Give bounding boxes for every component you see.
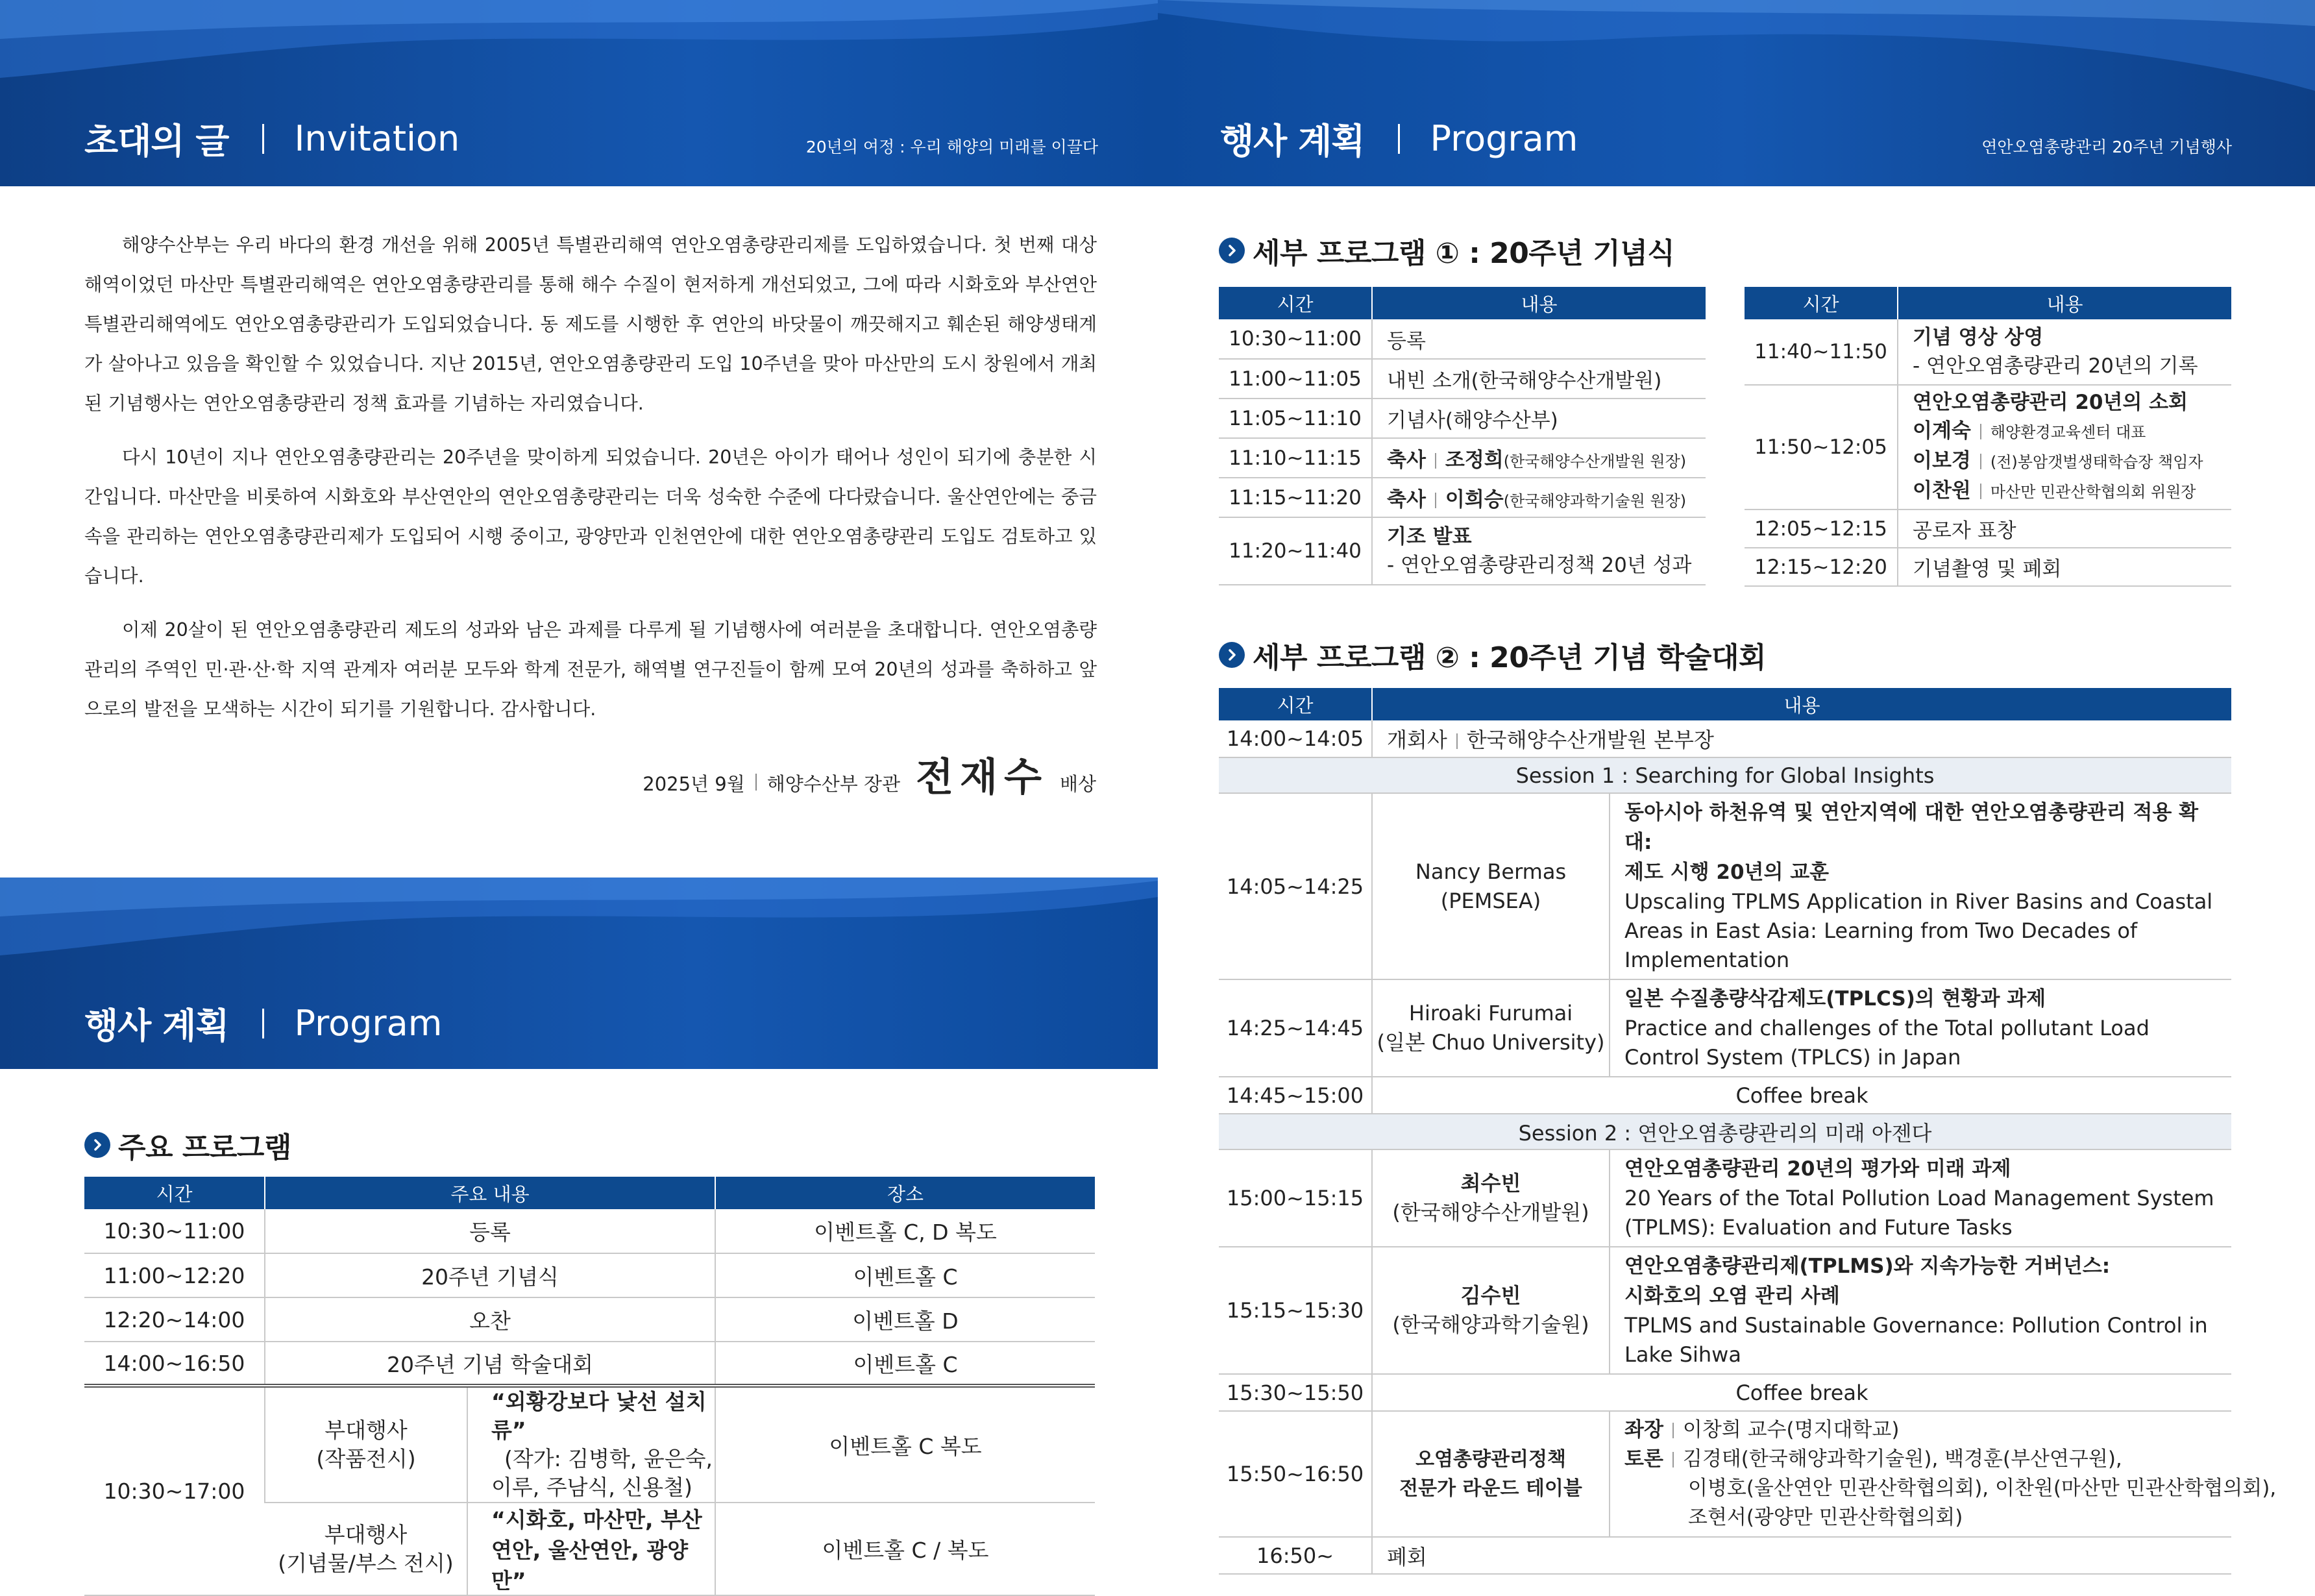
row-time: 11:50~12:05	[1745, 385, 1898, 509]
row-content	[1372, 517, 1706, 585]
roundtable-title-2: 전문가 라운드 테이블	[1399, 1477, 1582, 1500]
speech-label: 축사	[1387, 448, 1426, 472]
speaker-cell	[1372, 1411, 1610, 1537]
side-event-content	[467, 1386, 715, 1503]
separator	[1435, 493, 1436, 508]
side-event-place: 이벤트홀 C / 복도	[715, 1503, 1095, 1595]
row-time: 15:50~16:50	[1219, 1411, 1372, 1537]
keynote-title: 기조 발표	[1387, 525, 1472, 548]
talk-title-ko: 연안오염총량관리 20년의 평가와 미래 과제	[1624, 1157, 2011, 1181]
invitation-subtitle: 20년의 여정 : 우리 해양의 미래를 이끌다	[805, 138, 1098, 156]
program-right-title	[1220, 114, 1578, 164]
table-row	[1219, 438, 1706, 478]
header-content: 내용	[1898, 287, 2231, 319]
speaker-cell	[1372, 1149, 1610, 1247]
talk-title-ko-2: 시화호의 오염 관리 사례	[1624, 1284, 1840, 1308]
table-row	[1219, 517, 1706, 585]
row-time: 14:05~14:25	[1219, 793, 1372, 979]
row-time: 15:00~15:15	[1219, 1149, 1372, 1247]
header-content: 주요 내용	[265, 1177, 715, 1209]
title-divider	[1398, 124, 1400, 154]
speaker-cell	[1372, 979, 1610, 1077]
side-event-place: 이벤트홀 C 복도	[715, 1386, 1095, 1503]
talk-title-ko: 연안오염총량관리제(TPLMS)와 지속가능한 거버넌스:	[1624, 1255, 2111, 1278]
ceremony-table-right	[1745, 287, 2231, 587]
side-event-type-label: 부대행사	[324, 1521, 408, 1547]
roundtable-cell	[1610, 1411, 2277, 1537]
table-header-row	[84, 1177, 1095, 1209]
opening-label: 개회사	[1387, 728, 1447, 752]
table-row	[84, 1297, 1095, 1342]
side-event-type	[265, 1386, 467, 1503]
table-row	[1219, 359, 1706, 399]
row-content	[1372, 438, 1706, 478]
row-content: 기념사(해양수산부)	[1372, 399, 1706, 438]
program-left-title	[84, 998, 442, 1048]
main-program-table	[84, 1177, 1095, 1596]
table-row	[1219, 319, 1706, 359]
table-row	[1219, 793, 2231, 979]
table-row	[1219, 1149, 2231, 1247]
row-time: 10:30~11:00	[84, 1209, 265, 1253]
main-program-heading-text: 주요 프로그램	[118, 1131, 291, 1164]
table-row	[84, 1209, 1095, 1253]
separator	[1672, 1423, 1674, 1438]
speaker-name: 조정희	[1445, 448, 1504, 472]
table-row	[1745, 385, 2231, 509]
side-event-title: “외황강보다 낯선 설치류”	[491, 1389, 707, 1443]
row-content: 등록	[1372, 319, 1706, 359]
detail-program-1-heading-text: 세부 프로그램 ① : 20주년 기념식	[1253, 237, 1675, 270]
separator	[1980, 454, 1981, 469]
header-content: 내용	[1372, 688, 2231, 720]
chair-name: 이창희 교수(명지대학교)	[1682, 1418, 1900, 1442]
program-left-title-ko: 행사 계획	[84, 1005, 229, 1046]
header-content: 내용	[1372, 287, 1706, 319]
video-sub: - 연안오염총량관리 20년의 기록	[1913, 354, 2198, 378]
talk-title-en: TPLMS and Sustainable Governance: Pollution Control in Lake Sihwa	[1624, 1313, 2208, 1367]
table-row	[1219, 1077, 2231, 1114]
talk-cell	[1610, 979, 2231, 1077]
row-time: 11:20~11:40	[1219, 517, 1372, 585]
row-time: 14:00~14:05	[1219, 720, 1372, 757]
talk-title-ko: 동아시아 하천유역 및 연안지역에 대한 연안오염총량관리 적용 확대:	[1624, 801, 2199, 854]
side-event-sub: (작가: 김병학, 윤은숙, 이루, 주남식, 신용철)	[491, 1446, 713, 1500]
row-time: 11:00~11:05	[1219, 359, 1372, 399]
separator	[1672, 1452, 1674, 1467]
main-program-heading	[84, 1124, 291, 1166]
side-event-type-detail: (작품전시)	[316, 1446, 416, 1471]
row-time: 11:10~11:15	[1219, 438, 1372, 478]
invitation-body	[84, 225, 1097, 743]
invitation-paragraph-3: 이제 20살이 된 연안오염총량관리 제도의 성과와 남은 과제를 다루게 될 기념행사에 여러분을 초대합니다. 연안오염총량관리의 주역인 민·관·산·학 지역 관계자 여러분 모두와 학계 전문가, 해역별 연구진들이 함께 모여 20년의 성과를 축하하고 앞으로의 발전을 모색하는 시간이 되기를 기원합니다. 감사합니다.	[84, 619, 1097, 720]
speaker-cell	[1372, 793, 1610, 979]
row-time: 15:30~15:50	[1219, 1374, 1372, 1411]
signature-line	[643, 746, 1096, 802]
side-event-time: 10:30~17:00	[84, 1386, 265, 1595]
chevron-right-icon	[84, 1132, 110, 1158]
row-content	[1898, 319, 2231, 385]
panel-line-1: 김경태(한국해양과학기술원), 백경훈(부산연구원),	[1682, 1447, 2122, 1471]
talk-cell	[1610, 1149, 2231, 1247]
row-time: 15:15~15:30	[1219, 1247, 1372, 1374]
speaker-name: 김수빈	[1460, 1283, 1521, 1308]
talk-title-ko: 일본 수질총량삭감제도(TPLCS)의 현황과 과제	[1624, 987, 2046, 1011]
row-time: 11:00~12:20	[84, 1253, 265, 1297]
program-right-title-ko: 행사 계획	[1220, 121, 1365, 162]
table-row	[1219, 478, 1706, 517]
row-content: 내빈 소개(한국해양수산개발원)	[1372, 359, 1706, 399]
person-name: 이찬원	[1913, 479, 1971, 502]
chevron-right-icon	[1219, 238, 1245, 264]
table-row	[1745, 509, 2231, 548]
person-name: 이계숙	[1913, 419, 1971, 443]
table-row	[1219, 1537, 2231, 1574]
row-content	[1372, 478, 1706, 517]
table-header-row	[1219, 688, 2231, 720]
table-row	[84, 1386, 1095, 1503]
program-left-title-en: Program	[294, 1003, 443, 1044]
row-content: 오찬	[265, 1297, 715, 1342]
talk-title-en: 20 Years of the Total Pollution Load Management System (TPLMS): Evaluation and Future Tasks	[1624, 1186, 2214, 1240]
signature-position: 해양수산부 장관	[766, 773, 901, 795]
row-content: 20주년 기념 학술대회	[265, 1342, 715, 1386]
session-1-title: Session 1 : Searching for Global Insights	[1219, 757, 2231, 793]
person-name: 이보경	[1913, 449, 1971, 473]
speaker-name: 최수빈	[1460, 1171, 1521, 1196]
table-row	[1219, 1247, 2231, 1374]
table-row	[84, 1253, 1095, 1297]
row-time: 14:25~14:45	[1219, 979, 1372, 1077]
chevron-right-icon	[1219, 642, 1245, 668]
row-content	[1898, 385, 2231, 509]
chair-label: 좌장	[1624, 1418, 1663, 1442]
signature-date: 2025년 9월	[643, 773, 745, 795]
invitation-title	[84, 114, 459, 164]
talk-cell	[1610, 1247, 2231, 1374]
header-time: 시간	[1745, 287, 1898, 319]
speaker-affil: (일본 Chuo University)	[1377, 1030, 1605, 1055]
signature-closing: 배상	[1059, 773, 1096, 795]
invitation-title-ko: 초대의 글	[84, 121, 229, 162]
row-content: 20주년 기념식	[265, 1253, 715, 1297]
header-place: 장소	[715, 1177, 1095, 1209]
speaker-affil: (한국해양수산개발원)	[1392, 1200, 1589, 1225]
row-time: 12:05~12:15	[1745, 509, 1898, 548]
row-content: 기념촬영 및 폐회	[1898, 548, 2231, 586]
signature-separator	[755, 774, 757, 791]
program-right-title-en: Program	[1430, 118, 1578, 159]
row-content: 공로자 표창	[1898, 509, 2231, 548]
row-time: 16:50~	[1219, 1537, 1372, 1574]
row-time: 11:05~11:10	[1219, 399, 1372, 438]
reflection-title: 연안오염총량관리 20년의 소회	[1913, 391, 2188, 414]
title-divider	[262, 1009, 264, 1038]
row-place: 이벤트홀 C, D 복도	[715, 1209, 1095, 1253]
row-time: 12:15~12:20	[1745, 548, 1898, 586]
symposium-table	[1219, 688, 2277, 1575]
panel-line-2: 이병호(울산연안 민관산학협의회), 이찬원(마산만 민관산학협의회),	[1688, 1477, 2277, 1500]
invitation-paragraph-2: 다시 10년이 지나 연안오염총량관리는 20주년을 맞이하게 되었습니다. 20년은 아이가 태어나 성인이 되기에 충분한 시간입니다. 마산만을 비롯하여 시화호와 부산연안의 연안오염총량관리는 더욱 성숙한 수준에 다다랐습니다. 울산연안에는 중금속을 관리하는 연안오염총량관리제가 도입되어 시행 중이고, 광양만과 인천연안에 대한 연안오염총량관리 도입도 검토하고 있습니다.	[84, 447, 1097, 587]
speaker-name: Nancy Bermas	[1415, 859, 1567, 884]
panel-label: 토론	[1624, 1447, 1663, 1471]
table-header-row	[1219, 287, 1706, 319]
person-org: 마산만 민관산학협의회 위원장	[1990, 483, 2196, 501]
speaker-org: (한국해양과학기술원 원장)	[1503, 492, 1687, 510]
table-row	[1745, 548, 2231, 586]
speaker-name: 이희승	[1445, 488, 1504, 511]
row-time: 12:20~14:00	[84, 1297, 265, 1342]
session-row	[1219, 757, 2231, 793]
detail-program-2-heading-text: 세부 프로그램 ② : 20주년 기념 학술대회	[1253, 641, 1767, 674]
video-title: 기념 영상 상영	[1913, 326, 2044, 349]
speaker-affil: (한국해양과학기술원)	[1392, 1312, 1589, 1337]
separator	[1456, 733, 1458, 749]
row-time: 11:40~11:50	[1745, 319, 1898, 385]
invitation-title-en: Invitation	[294, 118, 460, 159]
table-row	[1219, 399, 1706, 438]
row-time: 14:45~15:00	[1219, 1077, 1372, 1114]
talk-cell	[1610, 793, 2231, 979]
signature-name: 전재수	[916, 755, 1048, 800]
speaker-affil: (PEMSEA)	[1440, 888, 1541, 913]
coffee-break: Coffee break	[1372, 1374, 2231, 1411]
header-time: 시간	[84, 1177, 265, 1209]
title-divider	[262, 124, 264, 154]
speaker-org: (한국해양수산개발원 원장)	[1503, 452, 1687, 471]
row-content: 폐회	[1372, 1537, 2231, 1574]
header-time: 시간	[1219, 688, 1372, 720]
row-place: 이벤트홀 D	[715, 1297, 1095, 1342]
side-event-type-label: 부대행사	[325, 1418, 408, 1443]
side-event-title: “시화호, 마산만, 부산연안, 울산연안, 광양만”	[467, 1503, 715, 1595]
person-org: (전)봉암갯벌생태학습장 책임자	[1990, 453, 2203, 471]
speaker-name: Hiroaki Furumai	[1408, 1001, 1573, 1025]
table-row	[84, 1342, 1095, 1386]
separator	[1980, 484, 1981, 499]
session-row	[1219, 1114, 2231, 1149]
header-time: 시간	[1219, 287, 1372, 319]
row-time: 14:00~16:50	[84, 1342, 265, 1386]
opening-org: 한국해양수산개발원 본부장	[1466, 728, 1714, 752]
table-row	[1219, 1374, 2231, 1411]
table-row	[1219, 1411, 2231, 1537]
person-org: 해양환경교육센터 대표	[1990, 423, 2146, 441]
table-header-row	[1745, 287, 2231, 319]
row-time: 10:30~11:00	[1219, 319, 1372, 359]
talk-title-en: Practice and challenges of the Total pollutant Load Control System (TPLCS) in Japan	[1624, 1016, 2150, 1070]
separator	[1435, 453, 1436, 469]
row-content: 등록	[265, 1209, 715, 1253]
talk-title-ko-2: 제도 시행 20년의 교훈	[1624, 861, 1830, 884]
keynote-sub: - 연안오염총량관리정책 20년 성과	[1387, 554, 1692, 577]
roundtable-title: 오염총량관리정책	[1415, 1448, 1566, 1471]
detail-program-2-heading	[1219, 634, 1766, 676]
invitation-paragraph-1: 해양수산부는 우리 바다의 환경 개선을 위해 2005년 특별관리해역 연안오염총량관리제를 도입하였습니다. 첫 번째 대상 해역이었던 마산만 특별관리해역은 연안오염총량관리를 통해 해수 수질이 현저하게 개선되었고, 그에 따라 시화호와 부산연안 특별관리해역에도 연안오염총량관리가 도입되었습니다. 동 제도를 시행한 후 연안의 바닷물이 깨끗해지고 훼손된 해양생태계가 살아나고 있음을 확인할 수 있었습니다. 지난 2015년, 연안오염총량관리 도입 10주년을 맞아 마산만의 도시 창원에서 개최된 기념행사는 연안오염총량관리 정책 효과를 기념하는 자리였습니다.	[84, 234, 1097, 414]
program-right-subtitle: 연안오염총량관리 20주년 기념행사	[1981, 138, 2232, 156]
side-event-type-detail: (기념물/부스 전시)	[278, 1550, 454, 1576]
row-content	[1372, 720, 2231, 757]
detail-program-1-heading	[1219, 230, 1674, 271]
panel-line-3: 조현서(광양만 민관산학협의회)	[1688, 1506, 1963, 1529]
row-time: 11:15~11:20	[1219, 478, 1372, 517]
table-row	[1219, 720, 2231, 757]
side-event-type	[265, 1503, 467, 1595]
speech-label: 축사	[1387, 488, 1426, 511]
coffee-break: Coffee break	[1372, 1077, 2231, 1114]
session-2-title: Session 2 : 연안오염총량관리의 미래 아젠다	[1219, 1114, 2231, 1149]
ceremony-table-left	[1219, 287, 1706, 585]
row-place: 이벤트홀 C	[715, 1342, 1095, 1386]
row-place: 이벤트홀 C	[715, 1253, 1095, 1297]
speaker-cell	[1372, 1247, 1610, 1374]
talk-title-en: Upscaling TPLMS Application in River Basins and Coastal Areas in East Asia: Learning from Two Decades of Implementation	[1624, 889, 2213, 972]
separator	[1980, 424, 1981, 439]
table-row	[1745, 319, 2231, 385]
table-row	[1219, 979, 2231, 1077]
